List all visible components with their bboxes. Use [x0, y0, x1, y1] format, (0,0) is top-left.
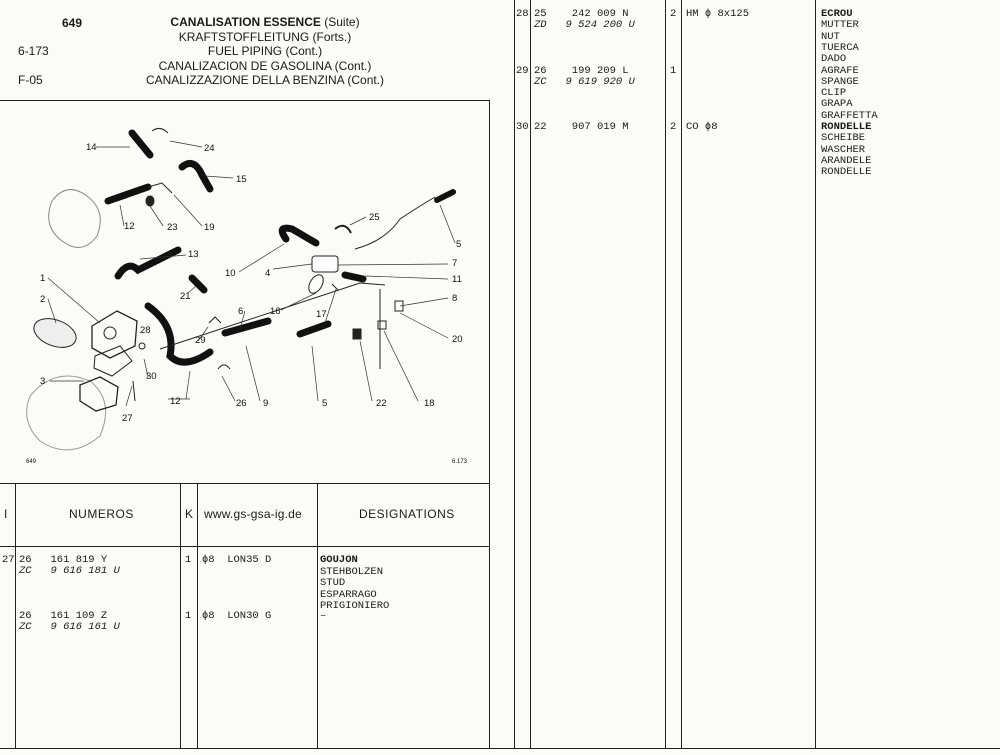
callout-16: 16 — [270, 306, 281, 317]
quantity: 2 — [670, 121, 677, 133]
designation-fr: ECROU — [821, 8, 853, 20]
callout-12b: 12 — [170, 396, 181, 407]
callout-6: 6 — [238, 306, 244, 317]
callout-20: 20 — [452, 334, 463, 345]
title-french-suffix: (Suite) — [320, 15, 360, 29]
diagram-right-border — [489, 100, 490, 748]
table-header-bottom — [0, 546, 490, 547]
designation-dash: – — [320, 610, 327, 622]
callout-30: 30 — [146, 371, 157, 382]
designation-it: RONDELLE — [821, 166, 872, 179]
quantity: 1 — [185, 554, 192, 566]
column-header-designations: DESIGNATIONS — [359, 507, 455, 521]
quantity: 1 — [670, 64, 677, 77]
callout-5b: 5 — [322, 398, 328, 409]
col-divider-k — [197, 483, 198, 748]
part-number: 26 161 819 Y — [19, 554, 108, 566]
designation-de: MUTTER — [821, 19, 859, 32]
designation-fr: RONDELLE — [821, 121, 872, 133]
specification: ϕ8 LON35 D — [202, 554, 272, 566]
callout-14: 14 — [86, 142, 97, 153]
column-header-i: I — [4, 507, 8, 521]
title-french: CANALISATION ESSENCE — [170, 15, 321, 29]
part-number: 26 199 209 L — [534, 64, 629, 77]
right-col-divider-k — [681, 0, 682, 748]
callout-22: 22 — [376, 398, 387, 409]
specification: CO ϕ8 — [686, 121, 718, 133]
callout-12a: 12 — [124, 221, 135, 232]
designation-es: TUERCA — [821, 41, 859, 54]
part-number: 25 242 009 N — [534, 8, 629, 20]
part-number-alt: ZC 9 619 920 U — [534, 75, 635, 88]
diagram-footer-left: 649 — [26, 459, 37, 465]
right-col-divider-i — [514, 0, 515, 748]
callout-19: 18 — [424, 398, 435, 409]
col-divider-spec — [317, 483, 318, 748]
right-col-divider-numeros — [665, 0, 666, 748]
reference-code: 6-173 — [18, 44, 49, 58]
row-index: 27 — [2, 554, 15, 566]
part-number: 26 161 109 Z — [19, 610, 108, 622]
page-number: 649 — [62, 16, 83, 30]
callout-4: 4 — [265, 268, 271, 279]
row-index: 28 — [516, 8, 529, 20]
part-number-alt: ZC 9 616 161 U — [19, 621, 120, 633]
callout-27: 27 — [122, 413, 133, 424]
column-header-k: K — [185, 507, 194, 521]
part-number-alt: ZD 9 524 200 U — [534, 19, 635, 31]
page-bottom-border — [0, 748, 1000, 749]
designation-fr: GOUJON — [320, 554, 358, 566]
callout-15: 15 — [236, 174, 247, 185]
designation-fr: AGRAFE — [821, 64, 859, 77]
callout-11: 11 — [452, 274, 462, 285]
part-number-alt: ZC 9 616 181 U — [19, 565, 120, 577]
specification: ϕ8 LON30 G — [202, 610, 272, 622]
designation-es: ESPARRAGO — [320, 588, 377, 601]
designation-it: PRIGIONIERO — [320, 600, 390, 612]
callout-9: 9 — [263, 398, 269, 409]
section-code: F-05 — [18, 73, 43, 87]
quantity: 1 — [185, 610, 192, 622]
part-number: 22 907 019 M — [534, 121, 629, 133]
callout-13: 13 — [188, 249, 199, 260]
designation-de: STEHBOLZEN — [320, 565, 384, 578]
callout-25: 25 — [369, 212, 380, 223]
callout-10: 10 — [225, 268, 236, 279]
designation-es: ARANDELE — [821, 154, 872, 167]
page-title — [120, 15, 410, 88]
callout-26: 26 — [236, 398, 247, 409]
designation-en: STUD — [320, 577, 346, 589]
specification: HM ϕ 8x125 — [686, 8, 750, 20]
designation-de: SPANGE — [821, 75, 859, 88]
website-link[interactable]: www.gs-gsa-ig.de — [204, 507, 302, 521]
callout-21: 21 — [180, 291, 191, 302]
callout-3: 3 — [40, 376, 46, 387]
callout-28: 28 — [140, 325, 151, 336]
designation-it: GRAFFETTA — [821, 109, 878, 122]
designation-en: WASCHER — [821, 143, 866, 156]
callout-18: 19 — [204, 222, 215, 233]
title-italian: CANALIZZAZIONE DELLA BENZINA (Cont.) — [145, 73, 385, 87]
quantity: 2 — [670, 8, 677, 20]
callout-5a: 5 — [456, 239, 462, 250]
table-top-border — [0, 483, 490, 484]
designation-en: NUT — [821, 30, 840, 43]
diagram-footer-right: 6.173 — [452, 459, 468, 465]
callout-29: 29 — [195, 335, 206, 346]
designation-it: DADO — [821, 53, 847, 66]
title-spanish: CANALIZACION DE GASOLINA (Cont.) — [158, 58, 372, 73]
callout-8: 8 — [452, 293, 458, 304]
callout-23: 23 — [167, 222, 178, 233]
title-german: KRAFTSTOFFLEITUNG (Forts.) — [178, 29, 352, 44]
title-english: FUEL PIPING (Cont.) — [207, 44, 323, 58]
row-index: 29 — [516, 64, 529, 77]
callout-24: 24 — [204, 143, 215, 154]
right-col-divider-index — [530, 0, 531, 748]
diagram-callouts — [40, 142, 463, 424]
callout-17: 17 — [316, 309, 327, 320]
designation-es: GRAPA — [821, 98, 853, 111]
callout-7: 7 — [452, 258, 458, 269]
column-header-numeros: NUMEROS — [69, 507, 134, 521]
callout-2: 2 — [40, 294, 46, 305]
right-col-divider-spec — [815, 0, 816, 748]
row-index: 30 — [516, 121, 529, 133]
callout-1: 1 — [40, 273, 46, 284]
designation-en: CLIP — [821, 87, 847, 100]
designation-de: SCHEIBE — [821, 132, 866, 145]
col-divider-numeros — [180, 483, 181, 748]
col-divider-i — [15, 483, 16, 748]
exploded-parts-diagram — [0, 101, 489, 483]
